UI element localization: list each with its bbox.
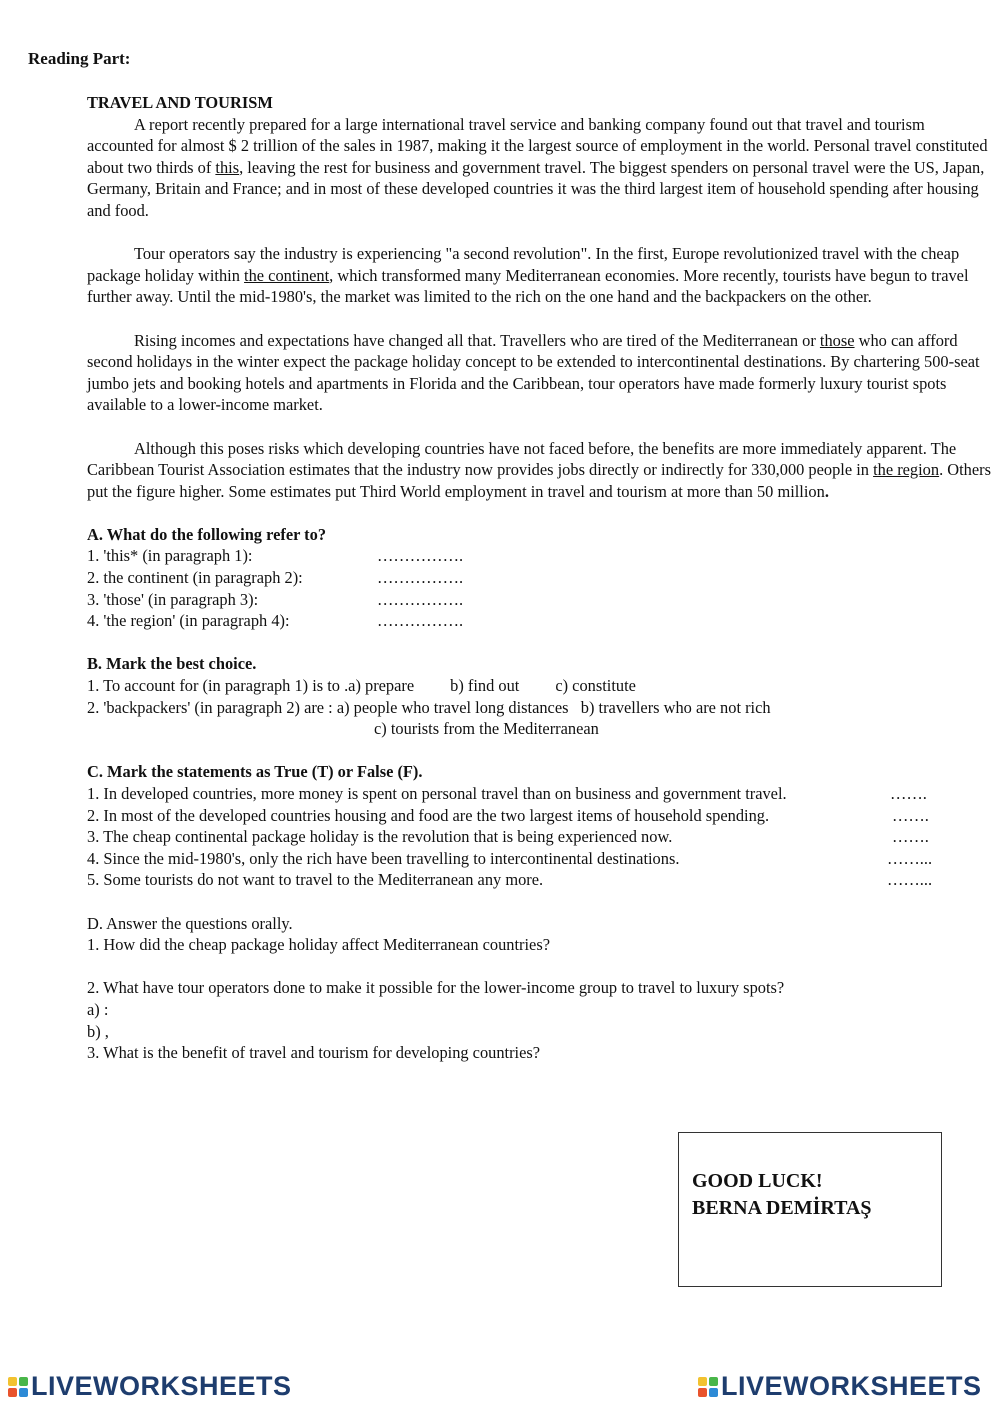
statement-text: 5. Some tourists do not want to travel to the Mediterranean any more. <box>87 870 544 890</box>
worksheet-content <box>87 92 992 1064</box>
paragraph-2 <box>87 243 992 308</box>
section-b-question-2 <box>87 697 992 719</box>
paragraph-1-underlined: this <box>215 157 240 177</box>
paragraph-1 <box>87 114 992 222</box>
true-false-blank[interactable]: ……... <box>887 848 933 868</box>
section-b-heading: B. Mark the best choice. <box>87 654 257 674</box>
liveworksheets-logo <box>698 1371 982 1401</box>
statement-text: 2. In most of the developed countries housing and food are the two largest items of household spending. <box>87 805 770 825</box>
paragraph-2-text-a: Tour operators say the industry is experiencing "a second revolution". In the first, Europe revolutionized travel with the cheap package holiday within <box>87 244 960 285</box>
choice-c[interactable]: c) tourists from the Mediterranean <box>374 719 599 739</box>
section-d-question-1: 1. How did the cheap package holiday affect Mediterranean countries? <box>87 935 550 955</box>
section-a-item-text: 2. the continent (in paragraph 2): <box>87 568 303 588</box>
liveworksheets-logo <box>8 1371 292 1401</box>
section-d <box>87 913 992 956</box>
section-a-item <box>87 545 992 567</box>
paragraph-3-text-b: who can afford second holidays in the winter expect the package holiday concept to be extended to intercontinental destinations. By chartering 500-seat jumbo jets and booking hotels and apartments in Florida and the Caribbean, tour operators have made formerly luxury tourist spots available to a lower-income market. <box>87 330 980 415</box>
section-d-heading: D. Answer the questions orally. <box>87 913 293 933</box>
section-a-item <box>87 589 992 611</box>
section-d-answer-a[interactable]: a) : <box>87 999 109 1019</box>
section-a-item-text: 3. 'those' (in paragraph 3): <box>87 589 259 609</box>
section-label: Reading Part: <box>28 49 131 68</box>
section-a-item <box>87 567 992 589</box>
statement-row <box>87 783 992 805</box>
true-false-blank[interactable]: ……. <box>892 805 929 825</box>
section-b-question-1 <box>87 675 992 697</box>
paragraph-3-text-a: Rising incomes and expectations have changed all that. Travellers who are tired of the Mediterranean or <box>134 330 820 350</box>
paragraph-4-text-a: Although this poses risks which developing countries have not faced before, the benefits are more immediately apparent. The Caribbean Tourist Association estimates that the industry now provides jobs directly or indirectly for 330,000 people in <box>87 438 957 480</box>
good-luck-text: GOOD LUCK! <box>692 1170 823 1192</box>
statement-row <box>87 826 992 848</box>
statement-row <box>87 848 992 870</box>
paragraph-3-underlined: those <box>819 330 855 350</box>
answer-blank[interactable]: ……………. <box>377 568 464 588</box>
section-c-heading: C. Mark the statements as True (T) or False (F). <box>87 762 423 782</box>
statement-row <box>87 869 992 891</box>
section-a-item <box>87 610 992 632</box>
section-a-item-text: 4. 'the region' (in paragraph 4): <box>87 611 290 631</box>
paragraph-4-end: . <box>824 481 829 501</box>
statement-text: 4. Since the mid-1980's, only the rich have been travelling to intercontinental destinations. <box>87 848 680 868</box>
signature-box <box>678 1132 942 1287</box>
logo-text: LIVEWORKSHEETS <box>721 1371 982 1401</box>
choice-a[interactable]: 1. To account for (in paragraph 1) is to .a) prepare <box>87 676 415 696</box>
answer-blank[interactable]: ……………. <box>377 611 464 631</box>
section-b <box>87 653 992 739</box>
section-a-item-text: 1. 'this* (in paragraph 1): <box>87 546 253 566</box>
true-false-blank[interactable]: ……. <box>890 784 927 803</box>
author-name: BERNA DEMİRTAŞ <box>692 1197 872 1219</box>
paragraph-1-text-a: A report recently prepared for a large international travel service and banking company found out that travel and tourism accounted for almost $ 2 trillion of the sales in 1987, making it the largest source of employment in the world. Personal travel constituted about two thirds of <box>87 114 988 177</box>
passage-title: TRAVEL AND TOURISM <box>87 93 273 112</box>
paragraph-1-text-b: , leaving the rest for business and government travel. The biggest spenders on personal travel were the US, Japan, Germany, Britain and France; and in most of these developed countries it was the third largest item of household spending after housing and food. <box>87 157 985 220</box>
statement-text: 3. The cheap continental package holiday is the revolution that is being experienced now. <box>87 827 673 847</box>
statement-text: 1. In developed countries, more money is spent on personal travel than on business and government travel. <box>87 784 787 803</box>
true-false-blank[interactable]: ……... <box>887 870 933 890</box>
section-d-question-3: 3. What is the benefit of travel and tourism for developing countries? <box>87 1043 541 1063</box>
answer-blank[interactable]: ……………. <box>377 546 464 566</box>
paragraph-3 <box>87 330 992 416</box>
paragraph-2-underlined: the continent <box>244 265 330 285</box>
paragraph-4-underlined: the region <box>873 460 940 480</box>
choice-b[interactable]: b) travellers who are not rich <box>580 697 771 717</box>
logo-text: LIVEWORKSHEETS <box>31 1371 292 1401</box>
paragraph-4 <box>87 438 992 503</box>
answer-blank[interactable]: ……………. <box>377 589 464 609</box>
section-b-question-2-cont <box>87 718 992 740</box>
paragraph-2-text-b: , which transformed many Mediterranean economies. More recently, tourists have begun to travel further away. Until the mid-1980's, the market was limited to the rich on the one hand and the backpackers on the other. <box>87 265 969 307</box>
liveworksheets-logo-icon <box>698 1377 718 1397</box>
choice-b[interactable]: b) find out <box>450 676 520 696</box>
section-d-answer-b[interactable]: b) , <box>87 1021 109 1041</box>
choice-a[interactable]: 2. 'backpackers' (in paragraph 2) are : a) people who travel long distances <box>87 697 569 717</box>
section-c <box>87 761 992 891</box>
section-d-question-2: 2. What have tour operators done to make it possible for the lower-income group to travel to luxury spots? <box>87 978 785 998</box>
liveworksheets-logo-icon <box>8 1377 28 1397</box>
section-a <box>87 524 992 632</box>
true-false-blank[interactable]: ……. <box>892 827 929 847</box>
statement-row <box>87 805 992 827</box>
choice-c[interactable]: c) constitute <box>555 676 636 696</box>
paragraph-4-text-b: . Others put the figure higher. Some estimates put Third World employment in travel and tourism at more than 50 million <box>87 460 991 501</box>
section-a-heading: A. What do the following refer to? <box>87 524 327 544</box>
